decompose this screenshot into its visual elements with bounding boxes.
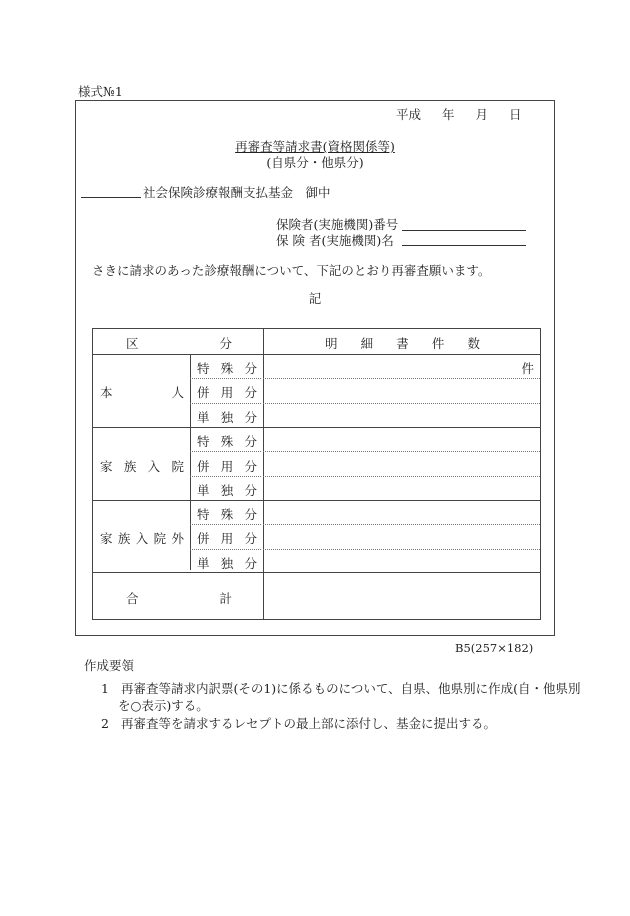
table-divider-horizontal [93,427,540,428]
document-subtitle: (自県分・他県分) [266,155,364,170]
paper-size-note: B5(257×182) [455,641,534,655]
row-separator [263,549,540,550]
table-divider-horizontal [93,572,540,573]
row-separator [263,524,540,525]
row-separator [263,378,540,379]
addressee-blank-line [81,197,141,198]
row-separator [190,451,261,452]
insurer-name-blank-line [402,245,526,246]
table-divider-vertical [263,329,264,619]
unit-label: 件 [521,361,534,376]
row-separator [190,378,261,379]
request-text: さきに請求のあった診療報酬について、下記のとおり再審査願います。 [92,263,491,278]
date-year: 年 [442,107,455,122]
row-separator [263,476,540,477]
table-divider-horizontal [93,354,540,355]
subrow-label: 特 殊 分 [197,434,257,449]
subrow-label: 特 殊 分 [197,507,257,522]
subrow-label: 併 用 分 [197,459,257,474]
note-item-1: 1 再審査等請求内訳票(その1)に係るものについて、自県、他県別に作成(自・他県別 [101,681,581,696]
date-month: 月 [475,107,489,122]
header-category: 区 分 [126,336,232,351]
note-item-2: 2 再審査等を請求するレセプトの最上部に添付し、基金に提出する。 [101,716,496,731]
insurer-number-blank-line [402,230,526,231]
insurer-name-label: 保 険 者(実施機関)名 [276,233,394,248]
header-count: 明 細 書 件 数 [325,336,480,351]
subrow-label: 特 殊 分 [197,361,257,376]
subrow-label: 単 独 分 [197,483,257,498]
row-separator [190,549,261,550]
date-era: 平成 [396,107,422,122]
table-divider-horizontal [93,500,540,501]
ki-heading: 記 [308,291,322,306]
row-separator [263,403,540,404]
row-separator [263,451,540,452]
note-item-1-continuation: を○表示)する。 [118,698,209,713]
addressee: 社会保険診療報酬支払基金 御中 [143,185,331,200]
row-separator [190,403,261,404]
document-title: 再審査等請求書(資格関係等) [235,139,395,154]
notes-heading: 作成要領 [84,658,135,673]
row-separator [190,476,261,477]
date-day: 日 [509,107,522,122]
total-label: 合 計 [126,591,232,606]
table-divider-vertical [190,354,191,570]
subrow-label: 単 独 分 [197,556,257,571]
date-line [396,108,522,122]
subrow-label: 併 用 分 [197,385,257,400]
group-label-honnin: 本 人 [100,385,184,400]
insurer-number-label: 保険者(実施機関)番号 [276,217,399,232]
row-separator [190,524,261,525]
group-label-family-outpatient: 家 族 入 院 外 [100,531,184,546]
subrow-label: 単 独 分 [197,410,257,425]
subrow-label: 併 用 分 [197,531,257,546]
claims-table [92,328,541,620]
form-number: 様式№1 [78,84,123,99]
group-label-family-inpatient: 家 族 入 院 [100,459,184,474]
